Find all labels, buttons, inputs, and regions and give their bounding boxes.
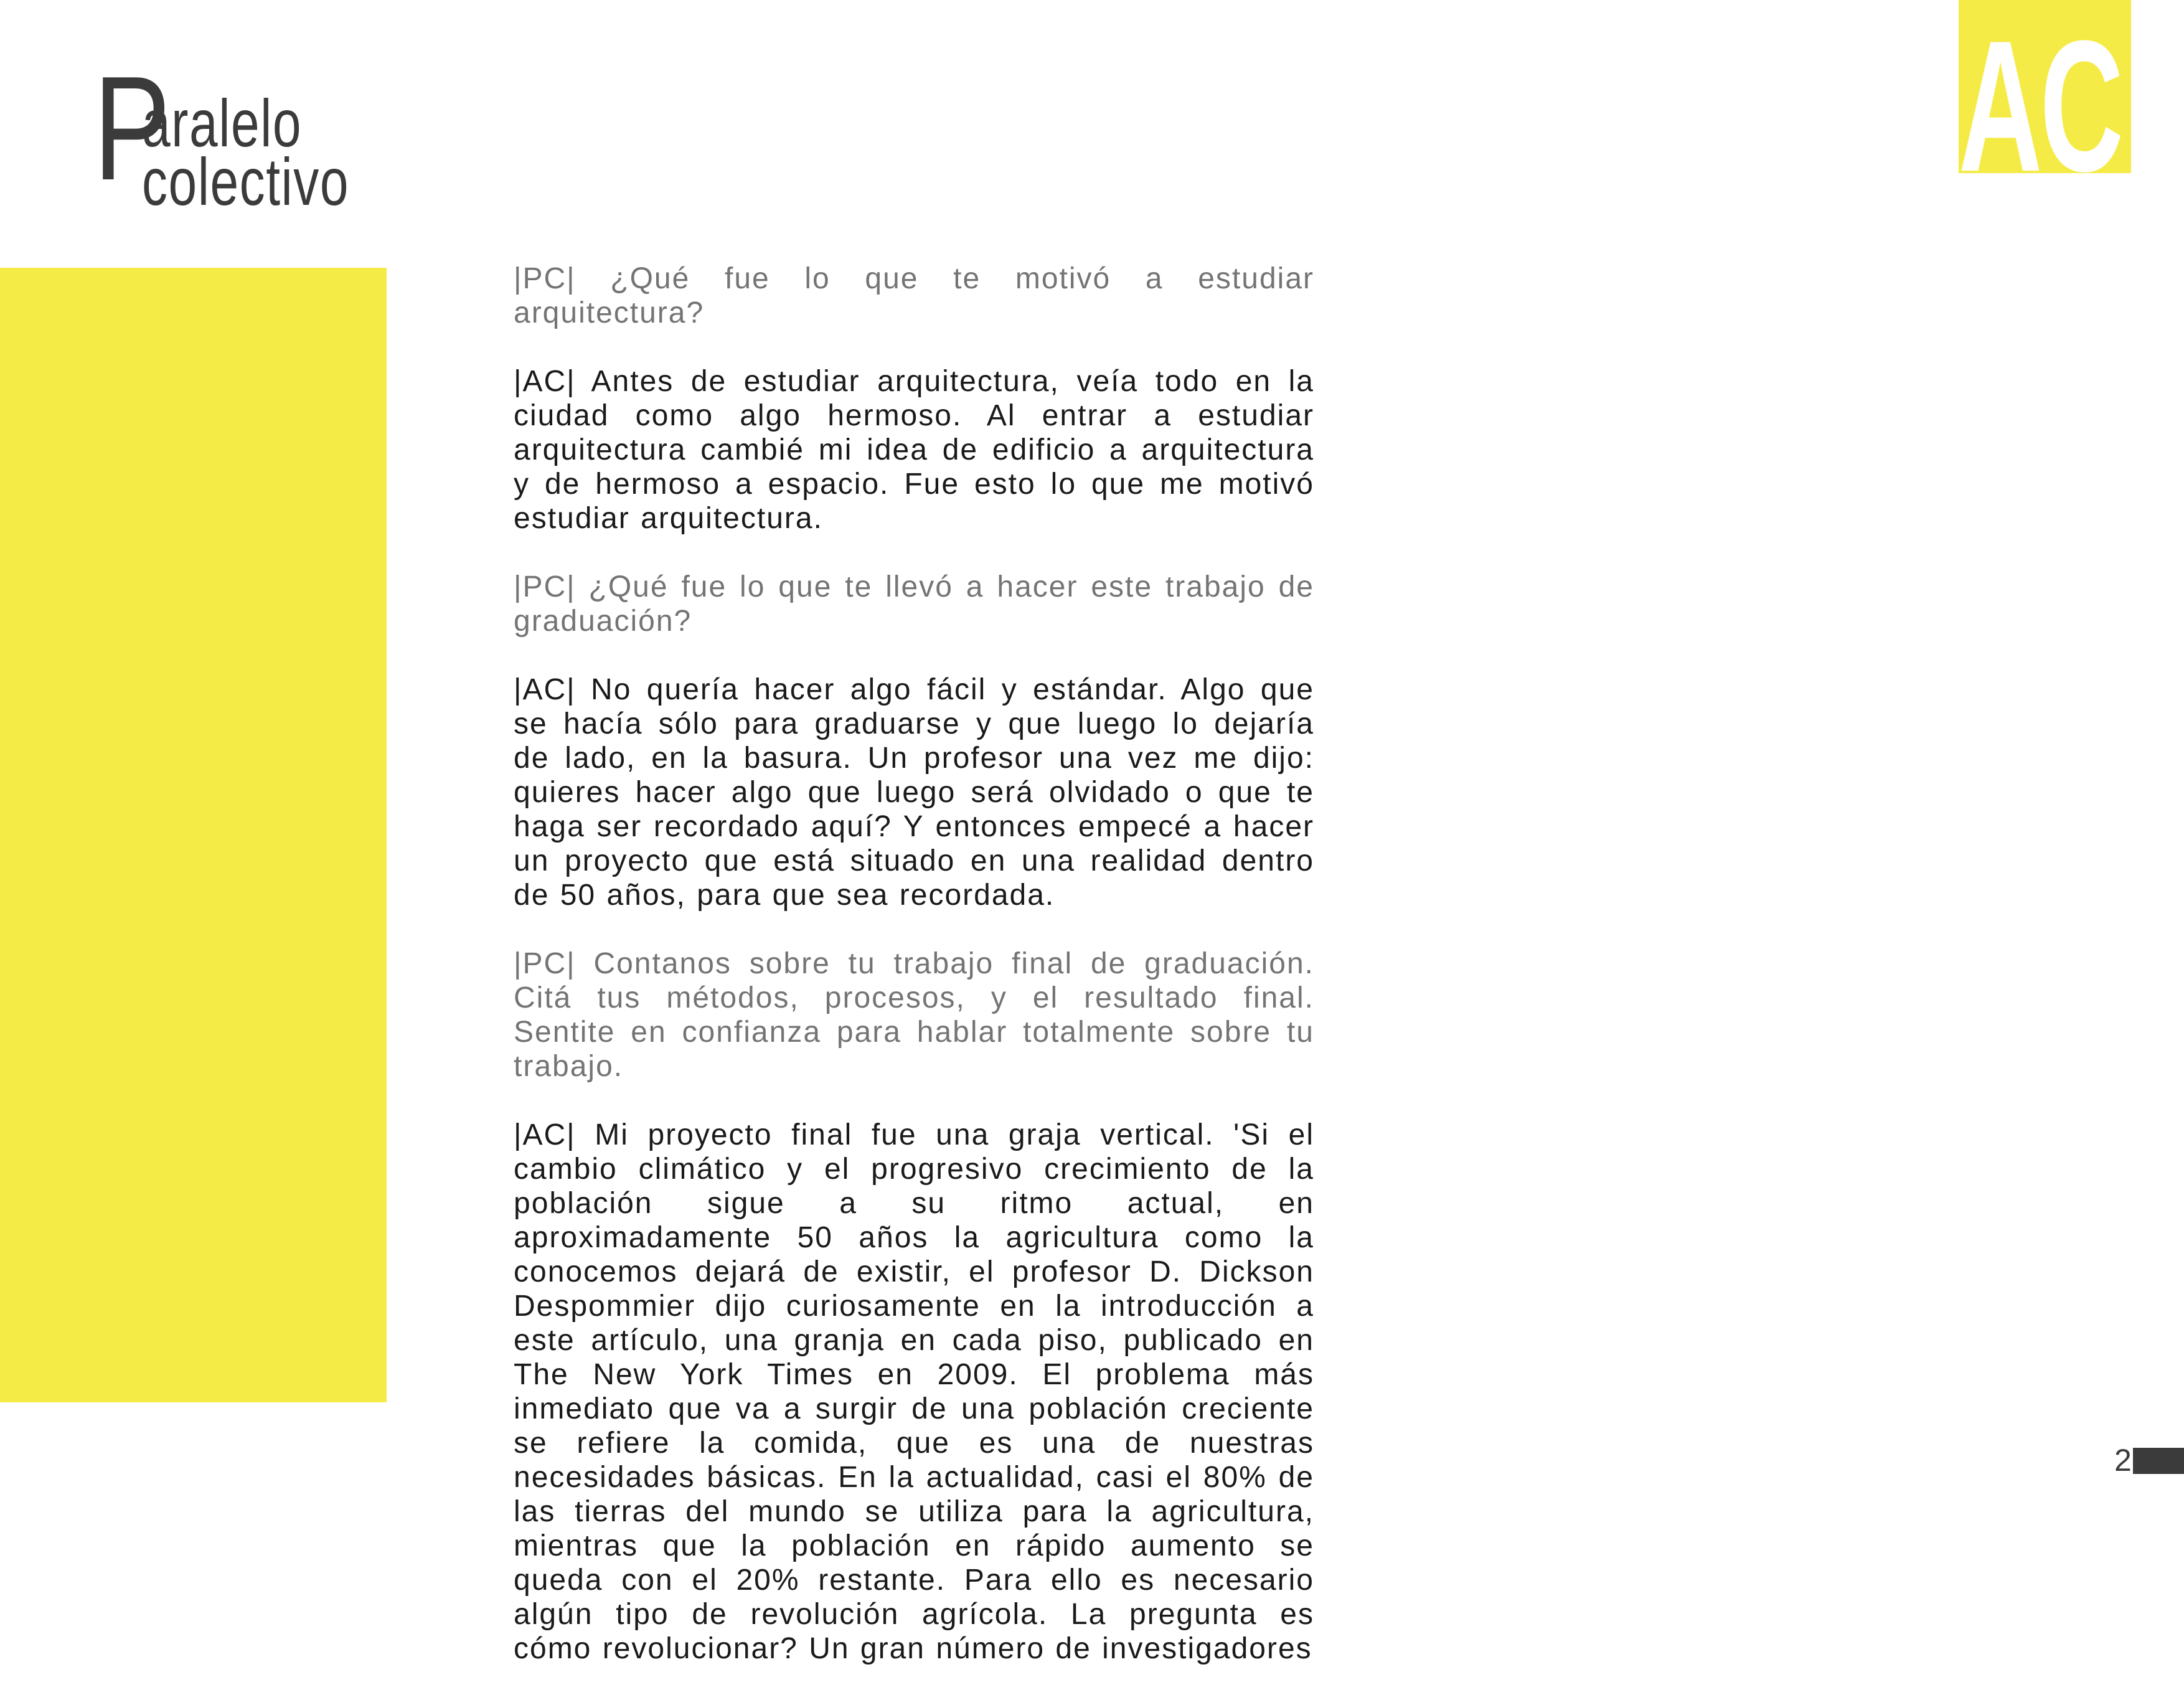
answer-1: |AC| Antes de estudiar arquitectura, veía todo en la ciudad como algo hermoso. Al entrar a estudiar arquitectura cambié mi idea de edificio a arquitectura y de hermoso a espacio. Fue esto lo que me motivó estudiar arquitectura.	[514, 365, 1314, 535]
interview-body	[514, 262, 1314, 1700]
question-3: |PC| Contanos sobre tu trabajo final de graduación. Citá tus métodos, procesos, y el resultado final. Sentite en confianza para hablar totalmente sobre tu trabajo.	[514, 947, 1314, 1083]
page-number-bar	[2133, 1448, 2184, 1474]
answer-2: |AC| No quería hacer algo fácil y estándar. Algo que se hacía sólo para graduarse y que luego lo dejaría de lado, en la basura. Un profesor una vez me dijo: quieres hacer algo que luego será olvidado o que te haga ser recordado aquí? Y entonces empecé a hacer un proyecto que está situado en una realidad dentro de 50 años, para que sea recordada.	[514, 673, 1314, 912]
initials-badge	[1959, 0, 2131, 210]
initials-badge-text: AC	[1959, 1, 2122, 210]
page-number: 2	[2114, 1443, 2132, 1478]
question-1: |PC| ¿Qué fue lo que te motivó a estudiar arquitectura?	[514, 262, 1314, 329]
answer-3: |AC| Mi proyecto final fue una graja vertical. 'Si el cambio climático y el progresivo crecimiento de la población sigue a su ritmo actual, en aproximadamente 50 años la agricultura como la conocemos dejará de existir, el profesor D. Dickson Despommier dijo curiosamente en la introducción a este artículo, una granja en cada piso, publicado en The New York Times en 2009. El problema más inmediato que va a surgir de una población creciente se refiere la comida, que es una de nuestras necesidades básicas. En la actualidad, casi el 80% de las tierras del mundo se utiliza para la agricultura, mientras que la población en rápido aumento se queda con el 20% restante. Para ello es necesario algún tipo de revolución agrícola. La pregunta es cómo revolucionar? Un gran número de investigadores	[514, 1118, 1314, 1665]
publication-logo	[93, 46, 392, 219]
question-2: |PC| ¿Qué fue lo que te llevó a hacer este trabajo de graduación?	[514, 570, 1314, 638]
yellow-side-panel	[0, 268, 387, 1402]
logo-word-paralelo: aralelo	[142, 85, 303, 161]
logo-word-colectivo: colectivo	[142, 144, 350, 219]
logo-initial: P	[93, 46, 171, 211]
